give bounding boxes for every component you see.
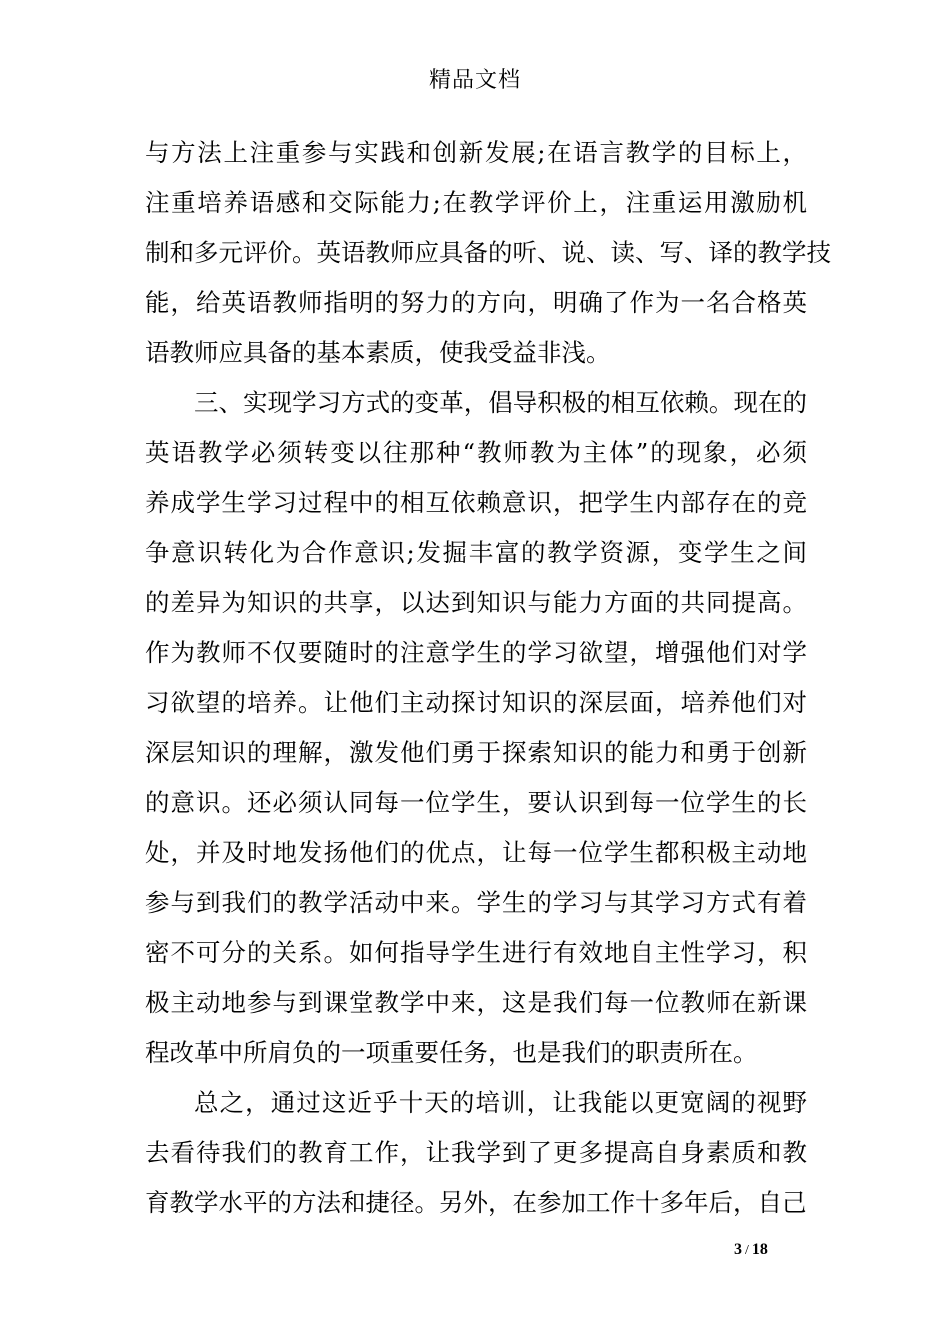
text-line: 制和多元评价。英语教师应具备的听、说、读、写、译的教学技 <box>145 238 831 267</box>
text-line: 极主动地参与到课堂教学中来，这是我们每一位教师在新课 <box>145 988 807 1017</box>
text-line: 参与到我们的教学活动中来。学生的学习与其学习方式有着 <box>145 888 807 917</box>
text-line: 去看待我们的教育工作，让我学到了更多提高自身素质和教 <box>145 1138 807 1167</box>
text-line: 英语教学必须转变以往那种“教师教为主体”的现象，必须 <box>145 438 807 467</box>
text-line: 处，并及时地发扬他们的优点，让每一位学生都积极主动地 <box>145 838 807 867</box>
text-line: 习欲望的培养。让他们主动探讨知识的深层面，培养他们对 <box>145 688 807 717</box>
document-body <box>145 128 831 1228</box>
text-line: 密不可分的关系。如何指导学生进行有效地自主性学习，积 <box>145 938 807 967</box>
page-header-title: 精品文档 <box>428 68 521 93</box>
text-line: 与方法上注重参与实践和创新发展;在语言教学的目标上， <box>145 138 807 167</box>
text-line: 养成学生学习过程中的相互依赖意识，把学生内部存在的竞 <box>145 488 807 517</box>
paragraph <box>145 1078 807 1228</box>
paragraph <box>145 128 831 378</box>
text-line: 注重培养语感和交际能力;在教学评价上，注重运用激励机 <box>145 188 807 217</box>
text-line: 能，给英语教师指明的努力的方向，明确了作为一名合格英 <box>145 288 807 317</box>
text-line: 深层知识的理解，激发他们勇于探索知识的能力和勇于创新 <box>145 738 807 767</box>
page-number <box>734 1240 768 1261</box>
text-line: 总之，通过这近乎十天的培训，让我能以更宽阔的视野 <box>194 1088 807 1117</box>
text-line: 的意识。还必须认同每一位学生，要认识到每一位学生的长 <box>145 788 807 817</box>
text-line: 育教学水平的方法和捷径。另外，在参加工作十多年后，自己 <box>145 1188 807 1217</box>
page-total: 18 <box>751 1241 768 1258</box>
text-line: 程改革中所肩负的一项重要任务，也是我们的职责所在。 <box>145 1038 758 1067</box>
text-line: 作为教师不仅要随时的注意学生的学习欲望，增强他们对学 <box>145 638 807 667</box>
page-current: 3 <box>734 1241 742 1258</box>
text-line: 争意识转化为合作意识;发掘丰富的教学资源，变学生之间 <box>145 538 807 567</box>
text-line: 的差异为知识的共享，以达到知识与能力方面的共同提高。 <box>145 588 807 617</box>
page-separator: / <box>745 1243 749 1258</box>
paragraph <box>145 378 807 1078</box>
text-line: 三、实现学习方式的变革，倡导积极的相互依赖。现在的 <box>194 388 807 417</box>
text-line: 语教师应具备的基本素质，使我受益非浅。 <box>145 338 611 367</box>
